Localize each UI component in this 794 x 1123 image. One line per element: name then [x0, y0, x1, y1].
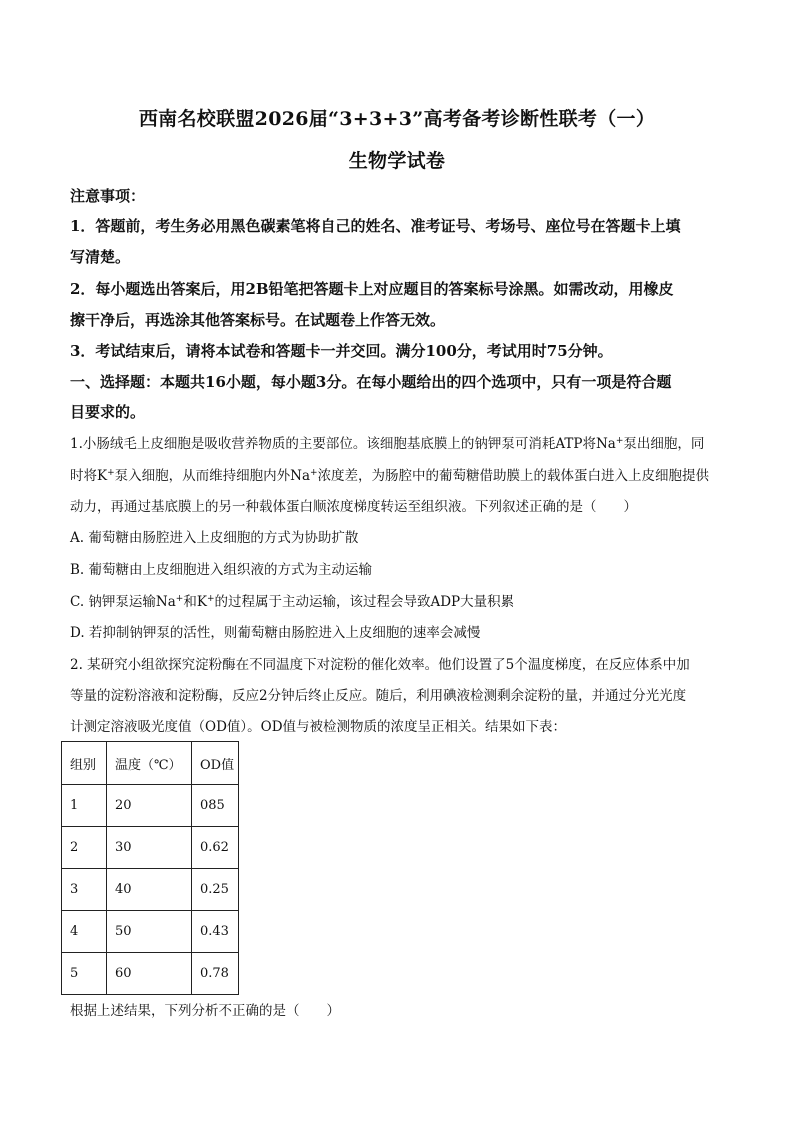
section-heading-cont: 目要求的。 [70, 403, 146, 421]
table-cell: 085 [192, 785, 239, 827]
notice-item: 2．每小题选出答案后，用2B铅笔把答题卡上对应题目的答案标号涂黑。如需改动，用橡皮 [70, 280, 674, 298]
notice-heading: 注意事项： [70, 187, 146, 205]
table-cell: 0.43 [192, 911, 239, 953]
table-cell: 20 [107, 785, 192, 827]
table-cell: 30 [107, 827, 192, 869]
table-row [62, 827, 239, 869]
question-2-stem: 等量的淀粉溶液和淀粉酶，反应2分钟后终止反应。随后，利用碘液检测剩余淀粉的量，并通过分光光度 [70, 688, 687, 704]
question-1-option-c: C. 钠钾泵运输Na+和K+的过程属于主动运输，该过程会导致ADP大量积累 [70, 594, 515, 610]
question-1-option-b: B. 葡萄糖由上皮细胞进入组织液的方式为主动运输 [70, 562, 373, 578]
notice-item: 擦干净后，再选涂其他答案标号。在试题卷上作答无效。 [70, 311, 446, 329]
exam-title: 西南名校联盟2026届“3+3+3”高考备考诊断性联考（一） [138, 108, 656, 130]
table-cell: 2 [62, 827, 107, 869]
notice-item: 3．考试结束后，请将本试卷和答题卡一并交回。满分100分，考试用时75分钟。 [70, 342, 613, 360]
question-1-stem: 1.小肠绒毛上皮细胞是吸收营养物质的主要部位。该细胞基底膜上的钠钾泵可消耗ATP将Na+泵出细胞，同 [70, 436, 705, 452]
table-header: OD值 [192, 742, 239, 785]
table-cell: 50 [107, 911, 192, 953]
table-row [62, 953, 239, 995]
table-row [62, 869, 239, 911]
question-1-stem: 动力，再通过基底膜上的另一种载体蛋白顺浓度梯度转运至组织液。下列叙述正确的是（ ） [70, 499, 637, 515]
table-header-row [62, 742, 239, 785]
table-cell: 40 [107, 869, 192, 911]
table-cell: 3 [62, 869, 107, 911]
question-1-option-a: A. 葡萄糖由肠腔进入上皮细胞的方式为协助扩散 [70, 530, 359, 546]
table-row [62, 785, 239, 827]
question-1-stem: 时将K+泵入细胞，从而维持细胞内外Na+浓度差，为肠腔中的葡萄糖借助膜上的载体蛋白进入上皮细胞提供 [70, 468, 710, 484]
table-cell: 0.62 [192, 827, 239, 869]
table-cell: 60 [107, 953, 192, 995]
table-cell: 1 [62, 785, 107, 827]
question-1-option-d: D. 若抑制钠钾泵的活性，则葡萄糖由肠腔进入上皮细胞的速率会减慢 [70, 625, 481, 641]
notice-item: 1．答题前，考生务必用黑色碳素笔将自己的姓名、准考证号、考场号、座位号在答题卡上填 [70, 217, 681, 235]
results-table [61, 741, 239, 995]
notice-item: 写清楚。 [70, 248, 131, 266]
section-heading: 一、选择题：本题共16小题，每小题3分。在每小题给出的四个选项中，只有一项是符合题 [70, 373, 672, 391]
table-header: 组别 [62, 742, 107, 785]
question-2-stem: 计测定溶液吸光度值（OD值）。OD值与被检测物质的浓度呈正相关。结果如下表： [70, 719, 567, 735]
exam-subject: 生物学试卷 [348, 150, 446, 172]
table-cell: 0.78 [192, 953, 239, 995]
question-2-stem: 2. 某研究小组欲探究淀粉酶在不同温度下对淀粉的催化效率。他们设置了5个温度梯度，在反应体系中加 [70, 657, 690, 673]
table-cell: 4 [62, 911, 107, 953]
table-header: 温度（℃） [107, 742, 192, 785]
table-cell: 0.25 [192, 869, 239, 911]
question-2-prompt: 根据上述结果，下列分析不正确的是（ ） [70, 1003, 340, 1019]
table-cell: 5 [62, 953, 107, 995]
table-row [62, 911, 239, 953]
